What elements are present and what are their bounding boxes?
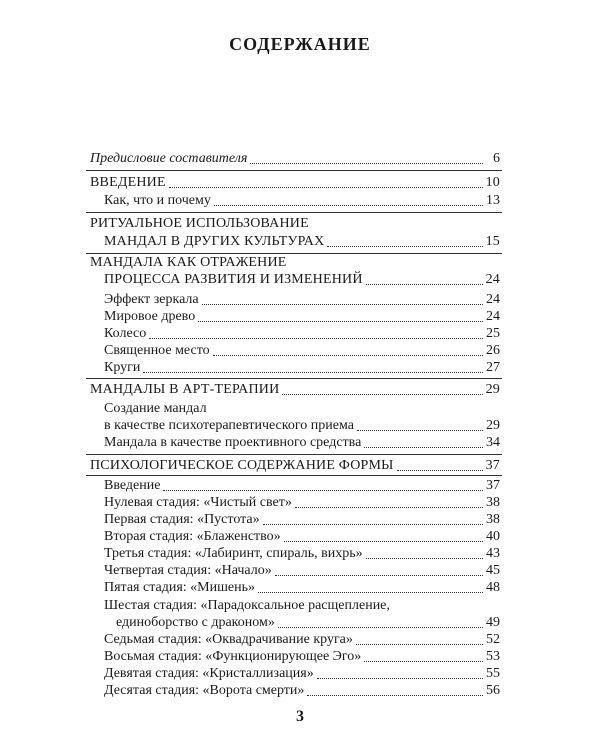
- toc-entry: [104, 342, 500, 360]
- leader-dots: [397, 470, 483, 471]
- entry-title: Предисловие составителя: [90, 151, 248, 166]
- entry-title: Восьмая стадия: «Функционирующее Эго»: [104, 649, 362, 664]
- entry-title: Десятая стадия: «Ворота смерти»: [104, 683, 305, 698]
- entry-title: Мировое древо: [104, 309, 196, 324]
- entry-page: 13: [486, 193, 500, 208]
- toc-entry: [104, 631, 500, 649]
- entry-title: Четвертая стадия: «Начало»: [104, 563, 272, 578]
- entry-title: Круги: [104, 360, 141, 375]
- section-title: ПСИХОЛОГИЧЕСКОЕ СОДЕРЖАНИЕ ФОРМЫ: [90, 458, 394, 473]
- leader-dots: [317, 678, 483, 679]
- leader-dots: [213, 355, 483, 356]
- toc-section-ritual: [104, 233, 500, 251]
- entry-title: Вторая стадия: «Блаженство»: [104, 529, 281, 544]
- entry-page: 10: [485, 175, 500, 190]
- entry-page: 45: [486, 563, 500, 578]
- toc-section-art-therapy: [90, 381, 500, 399]
- entry-page: 49: [486, 615, 500, 630]
- leader-dots: [327, 246, 482, 247]
- entry-page: 48: [486, 580, 500, 595]
- entry-title: Как, что и почему: [104, 193, 211, 208]
- entry-title: Первая стадия: «Пустота»: [104, 512, 260, 527]
- toc-entry: [104, 359, 500, 377]
- section-title: МАНДАЛЫ В АРТ-ТЕРАПИИ: [90, 382, 280, 397]
- entry-page: 56: [486, 683, 500, 698]
- entry-title: Священное место: [104, 343, 210, 358]
- toc-entry: [104, 545, 500, 563]
- leader-dots: [198, 321, 483, 322]
- entry-title: единоборство с драконом»: [116, 615, 275, 630]
- entry-page: 25: [486, 326, 500, 341]
- entry-title-line1: Создание мандал: [104, 401, 207, 416]
- entry-title: Эффект зеркала: [104, 292, 199, 307]
- section-title: МАНДАЛ В ДРУГИХ КУЛЬТУРАХ: [104, 234, 325, 249]
- toc-section-intro: [90, 174, 500, 192]
- section-divider: [86, 454, 502, 455]
- leader-dots: [149, 338, 483, 339]
- section-divider: [86, 378, 502, 379]
- entry-title: Нулевая стадия: «Чистый свет»: [104, 495, 292, 510]
- entry-page: 15: [485, 234, 500, 249]
- entry-page: 37: [486, 478, 500, 493]
- entry-page: 29: [486, 418, 500, 433]
- toc-entry: [104, 494, 500, 512]
- entry-title: Девятая стадия: «Кристаллизация»: [104, 666, 314, 681]
- leader-dots: [366, 558, 483, 559]
- toc-entry: [116, 614, 500, 632]
- leader-dots: [282, 394, 482, 395]
- leader-dots: [364, 447, 483, 448]
- entry-page: 55: [486, 666, 500, 681]
- leader-dots: [163, 490, 483, 491]
- entry-title: Седьмая стадия: «Оквадрачивание круга»: [104, 632, 353, 647]
- entry-page: 24: [486, 309, 500, 324]
- section-divider: [86, 475, 502, 476]
- toc-section-psychology: [90, 457, 500, 475]
- section-title: ПРОЦЕССА РАЗВИТИЯ И ИЗМЕНЕНИЙ: [104, 272, 363, 287]
- toc-entry: [104, 308, 500, 326]
- leader-dots: [357, 430, 483, 431]
- entry-page: 29: [485, 382, 500, 397]
- leader-dots: [295, 507, 483, 508]
- leader-dots: [275, 575, 483, 576]
- leader-dots: [202, 304, 483, 305]
- leader-dots: [169, 187, 483, 188]
- leader-dots: [366, 284, 483, 285]
- entry-page: 38: [486, 495, 500, 510]
- entry-page: 24: [485, 272, 500, 287]
- toc-entry: [104, 417, 500, 435]
- toc-entry: [104, 528, 500, 546]
- leader-dots: [356, 644, 483, 645]
- section-title-line1: МАНДАЛА КАК ОТРАЖЕНИЕ: [90, 255, 287, 270]
- entry-page: 6: [493, 151, 500, 166]
- leader-dots: [258, 592, 483, 593]
- toc-entry: [104, 325, 500, 343]
- entry-page: 38: [486, 512, 500, 527]
- entry-page: 37: [485, 458, 500, 473]
- entry-title: Введение: [104, 478, 161, 493]
- toc-entry: [104, 192, 500, 210]
- entry-page: 27: [486, 360, 500, 375]
- page-number: 3: [296, 708, 304, 725]
- toc-entry: [104, 511, 500, 529]
- section-title-line1: РИТУАЛЬНОЕ ИСПОЛЬЗОВАНИЕ: [90, 216, 309, 231]
- toc-entry: [104, 477, 500, 495]
- toc-entry: [104, 562, 500, 580]
- leader-dots: [214, 205, 483, 206]
- leader-dots: [143, 372, 483, 373]
- leader-dots: [263, 524, 483, 525]
- entry-title: Третья стадия: «Лабиринт, спираль, вихрь»: [104, 546, 363, 561]
- entry-title: Мандала в качестве проективного средства: [104, 435, 362, 450]
- toc-entry: [104, 434, 500, 452]
- toc-section-reflection: [104, 271, 500, 289]
- leader-dots: [250, 163, 483, 164]
- toc-entry: [104, 291, 500, 309]
- section-divider: [86, 212, 502, 213]
- leader-dots: [284, 541, 483, 542]
- entry-page: 43: [486, 546, 500, 561]
- leader-dots: [307, 695, 483, 696]
- section-divider: [86, 170, 502, 171]
- entry-page: 24: [486, 292, 500, 307]
- page-title: СОДЕРЖАНИЕ: [229, 34, 371, 54]
- toc-entry: [104, 682, 500, 700]
- toc-entry: [104, 648, 500, 666]
- entry-page: 26: [486, 343, 500, 358]
- entry-title: Колесо: [104, 326, 147, 341]
- entry-title: Пятая стадия: «Мишень»: [104, 580, 255, 595]
- entry-title: в качестве психотерапевтического приема: [104, 418, 354, 433]
- toc-entry: [104, 579, 500, 597]
- toc-entry: [104, 665, 500, 683]
- entry-page: 40: [486, 529, 500, 544]
- entry-page: 34: [486, 435, 500, 450]
- entry-page: 52: [486, 632, 500, 647]
- leader-dots: [278, 627, 483, 628]
- entry-page: 53: [486, 649, 500, 664]
- section-title: ВВЕДЕНИЕ: [90, 175, 166, 190]
- toc-entry-preface: [90, 150, 500, 168]
- leader-dots: [364, 661, 483, 662]
- entry-title-line1: Шестая стадия: «Парадоксальное расщепление,: [104, 598, 390, 613]
